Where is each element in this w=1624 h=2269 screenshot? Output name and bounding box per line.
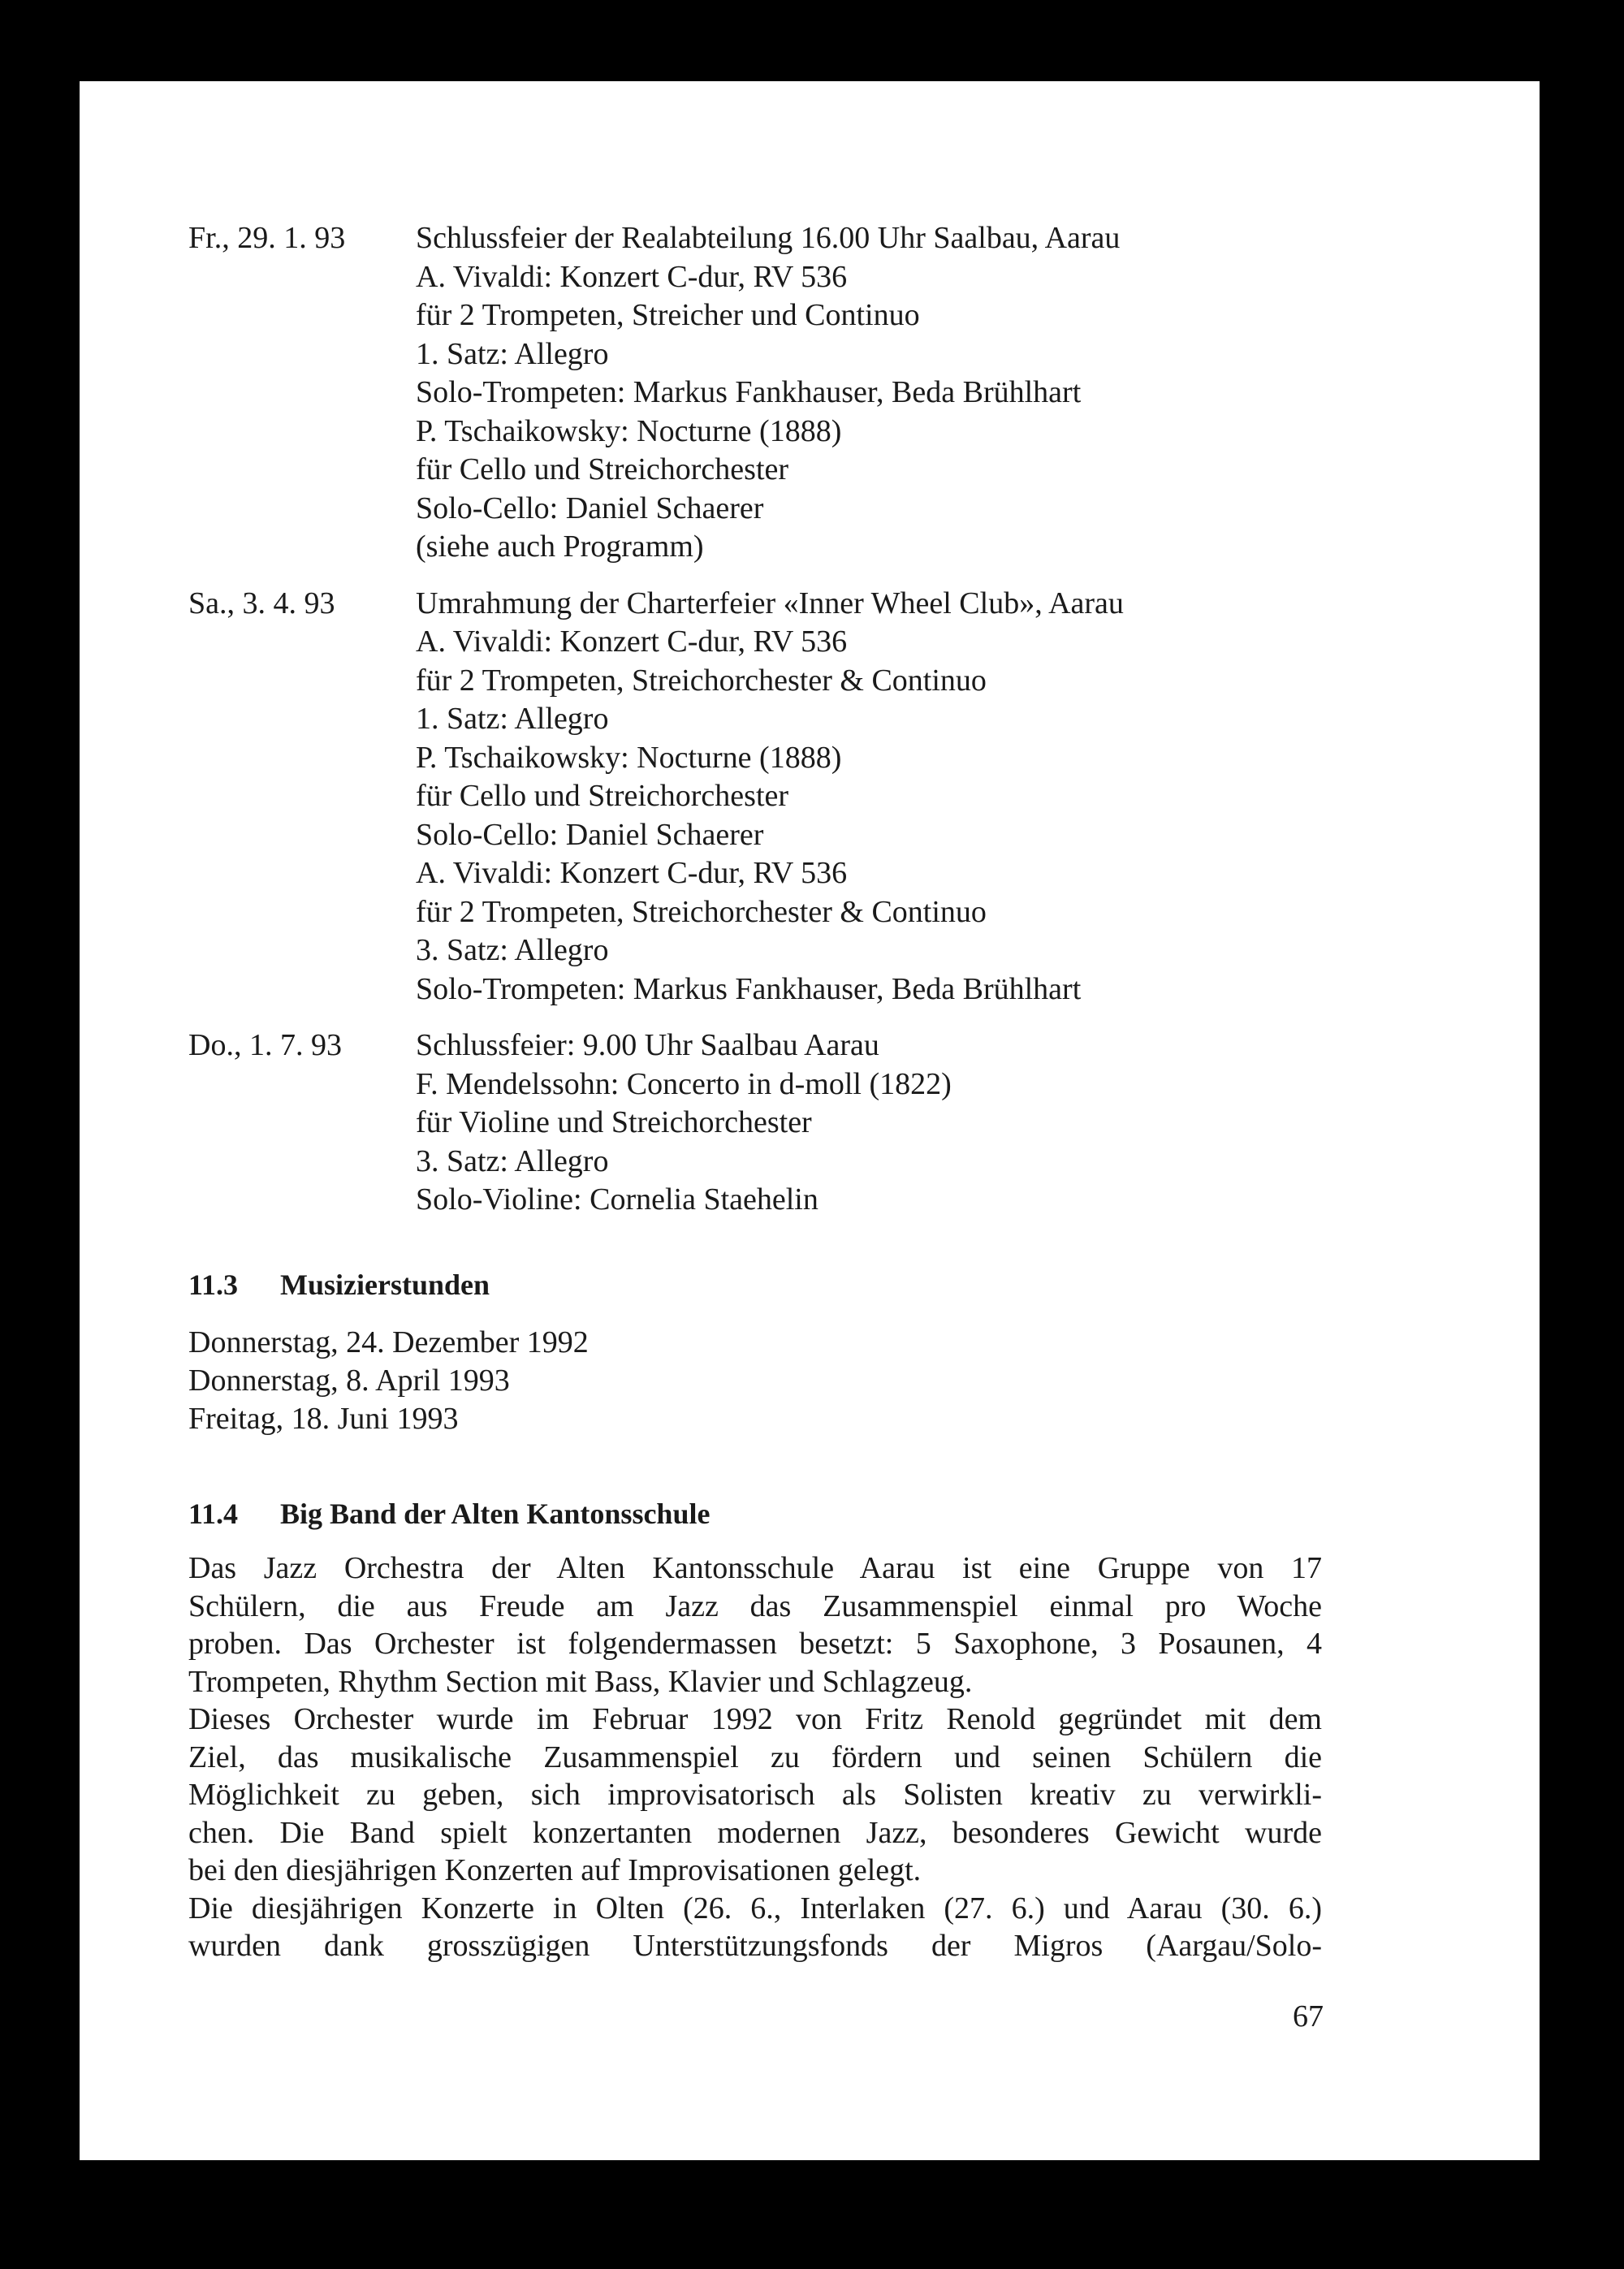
event-detail-line: für Cello und Streichorchester bbox=[416, 452, 789, 486]
event-detail-line: Solo-Violine: Cornelia Staehelin bbox=[416, 1182, 818, 1217]
event-detail-line: Schlussfeier: 9.00 Uhr Saalbau Aarau bbox=[416, 1028, 879, 1062]
paragraph-line: wurden dank grosszügigen Unterstützungsfonds der Migros (Aargau/Solo- bbox=[188, 1929, 1322, 1963]
section-number: 11.3 bbox=[188, 1268, 239, 1301]
event-detail-line: (siehe auch Programm) bbox=[416, 529, 704, 564]
paragraph-line: Dieses Orchester wurde im Februar 1992 von Fritz Renold gegründet mit dem bbox=[188, 1702, 1322, 1736]
section-number: 11.4 bbox=[188, 1498, 239, 1530]
event-detail-line: Schlussfeier der Realabteilung 16.00 Uhr Saalbau, Aarau bbox=[416, 221, 1121, 255]
event-date: Fr., 29. 1. 93 bbox=[188, 221, 346, 255]
section-heading-11-4 bbox=[188, 1496, 710, 1532]
paragraph-line: Schülern, die aus Freude am Jazz das Zusammenspiel einmal pro Woche bbox=[188, 1588, 1322, 1623]
event-entry bbox=[188, 585, 1455, 1009]
event-detail-line: A. Vivaldi: Konzert C-dur, RV 536 bbox=[416, 625, 848, 659]
event-detail-line: A. Vivaldi: Konzert C-dur, RV 536 bbox=[416, 856, 848, 890]
event-entry bbox=[188, 219, 1455, 567]
event-detail-line: für Violine und Streichorchester bbox=[416, 1105, 812, 1139]
event-detail-line: für Cello und Streichorchester bbox=[416, 779, 789, 813]
event-details bbox=[416, 585, 1455, 1009]
event-entry bbox=[188, 1026, 1455, 1220]
date-line: Donnerstag, 8. April 1993 bbox=[188, 1364, 510, 1398]
event-date: Do., 1. 7. 93 bbox=[188, 1028, 342, 1062]
paragraph-line: proben. Das Orchester ist folgendermassen besetzt: 5 Saxophone, 3 Posaunen, 4 bbox=[188, 1627, 1322, 1661]
event-detail-line: Umrahmung der Charterfeier «Inner Wheel Club», Aarau bbox=[416, 586, 1124, 620]
paragraph-line: bei den diesjährigen Konzerten auf Improvisationen gelegt. bbox=[188, 1853, 922, 1887]
event-detail-line: 1. Satz: Allegro bbox=[416, 702, 609, 736]
event-detail-line: für 2 Trompeten, Streicher und Continuo bbox=[416, 298, 920, 332]
event-list bbox=[188, 219, 1455, 1238]
event-detail-line: Solo-Trompeten: Markus Fankhauser, Beda Brühlhart bbox=[416, 971, 1082, 1006]
section-heading-11-3 bbox=[188, 1267, 490, 1303]
paragraph-line: Die diesjährigen Konzerte in Olten (26. 6., Interlaken (27. 6.) und Aarau (30. 6.) bbox=[188, 1891, 1322, 1925]
paragraph-line: Trompeten, Rhythm Section mit Bass, Klavier und Schlagzeug. bbox=[188, 1664, 973, 1699]
event-detail-line: für 2 Trompeten, Streichorchester & Continuo bbox=[416, 894, 987, 929]
section-title: Musizierstunden bbox=[280, 1268, 490, 1301]
paragraph-line: chen. Die Band spielt konzertanten modernen Jazz, besonderes Gewicht wurde bbox=[188, 1815, 1322, 1850]
event-detail-line: A. Vivaldi: Konzert C-dur, RV 536 bbox=[416, 259, 848, 294]
event-details bbox=[416, 1026, 1455, 1220]
paragraph-line: Möglichkeit zu geben, sich improvisatorisch als Solisten kreativ zu verwirkli- bbox=[188, 1778, 1322, 1812]
event-detail-line: Solo-Cello: Daniel Schaerer bbox=[416, 491, 764, 525]
event-detail-line: F. Mendelssohn: Concerto in d-moll (1822) bbox=[416, 1066, 952, 1101]
page-number: 67 bbox=[1293, 1999, 1324, 2033]
section-title: Big Band der Alten Kantonsschule bbox=[280, 1498, 710, 1530]
event-detail-line: 1. Satz: Allegro bbox=[416, 336, 609, 371]
musizierstunden-dates bbox=[188, 1324, 589, 1438]
event-detail-line: Solo-Trompeten: Markus Fankhauser, Beda Brühlhart bbox=[416, 375, 1082, 409]
event-detail-line: P. Tschaikowsky: Nocturne (1888) bbox=[416, 413, 842, 448]
event-detail-line: P. Tschaikowsky: Nocturne (1888) bbox=[416, 740, 842, 775]
event-details bbox=[416, 219, 1455, 567]
event-detail-line: für 2 Trompeten, Streichorchester & Continuo bbox=[416, 663, 987, 698]
event-detail-line: 3. Satz: Allegro bbox=[416, 933, 609, 967]
paragraph-line: Das Jazz Orchestra der Alten Kantonsschule Aarau ist eine Gruppe von 17 bbox=[188, 1551, 1322, 1585]
paragraph-line: Ziel, das musikalische Zusammenspiel zu fördern und seinen Schülern die bbox=[188, 1740, 1322, 1774]
event-detail-line: Solo-Cello: Daniel Schaerer bbox=[416, 817, 764, 852]
event-detail-line: 3. Satz: Allegro bbox=[416, 1143, 609, 1178]
big-band-paragraph bbox=[188, 1549, 1322, 1965]
date-line: Freitag, 18. Juni 1993 bbox=[188, 1402, 459, 1436]
event-date: Sa., 3. 4. 93 bbox=[188, 586, 335, 620]
date-line: Donnerstag, 24. Dezember 1992 bbox=[188, 1325, 589, 1359]
